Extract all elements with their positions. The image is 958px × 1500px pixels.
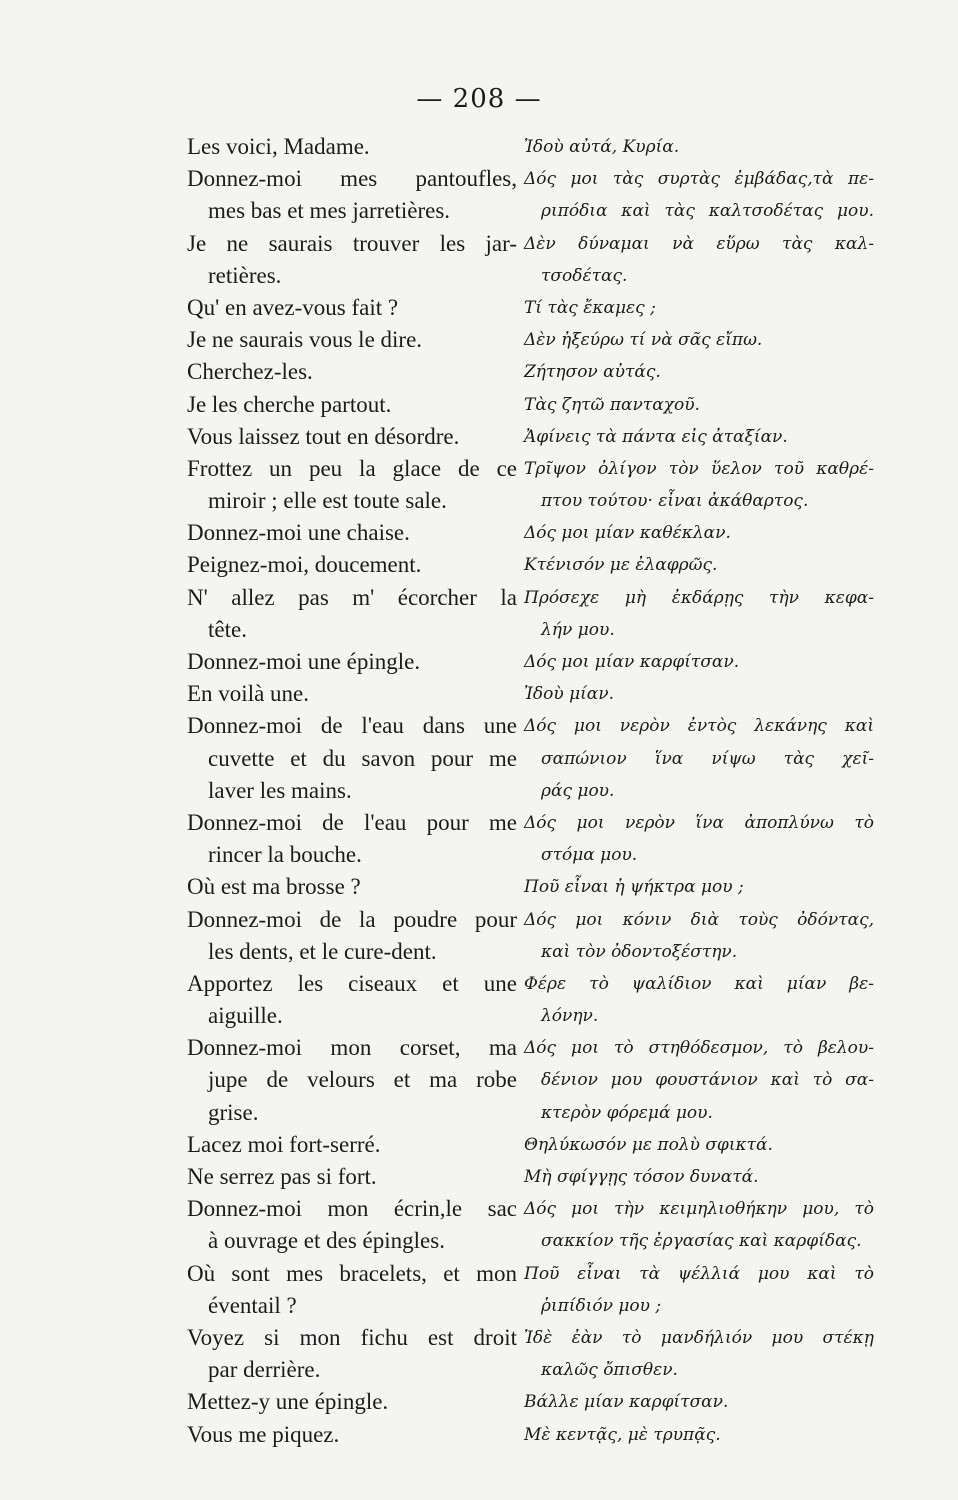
phrase-row: [0, 421, 958, 453]
french-line: Les voici, Madame.: [187, 134, 370, 159]
greek-line: Δός μοι μίαν καθέκλαν.: [524, 523, 731, 544]
greek-line: Ἰδὲ ἐὰν τὸ μανδήλιόν μου στέκῃ: [524, 1327, 874, 1348]
phrase-row: [0, 549, 958, 581]
greek-line: πτου τούτου· εἶναι ἀκάθαρτος.: [541, 491, 809, 512]
greek-line: Δός μοι τὴν κειμηλιοθήκην μου, τὸ: [524, 1199, 874, 1220]
french-line: Où est ma brosse ?: [187, 874, 361, 900]
french-line: miroir ; elle est toute sale.: [208, 488, 447, 514]
phrase-row: [0, 710, 958, 742]
phrase-row: [0, 646, 958, 678]
greek-line: Ζήτησον αὐτάς.: [524, 362, 661, 383]
phrase-row: [0, 1129, 958, 1161]
phrase-row: [0, 228, 958, 260]
greek-line: Μὲ κεντᾷς, μὲ τρυπᾷς.: [524, 1424, 721, 1445]
greek-line: ριπόδια καὶ τὰς καλτσοδέτας μου.: [541, 201, 874, 222]
french-line: Donnez-moi une épingle.: [187, 649, 421, 674]
phrase-row: [0, 485, 958, 517]
greek-line: καὶ τὸν ὀδοντοξέστην.: [541, 941, 738, 962]
phrase-row: [0, 1354, 958, 1386]
phrase-row: [0, 1032, 958, 1064]
greek-line: ράς μου.: [541, 780, 615, 801]
phrase-row: [0, 775, 958, 807]
french-line: Donnez-moi de l'eau dans une: [187, 713, 517, 739]
phrase-row: [0, 871, 958, 903]
greek-line: δένιον μου φουστάνιον καὶ τὸ σα-: [541, 1070, 874, 1091]
french-line: Apportez les ciseaux et une: [187, 970, 517, 996]
greek-line: Κτένισόν με ἐλαφρῶς.: [524, 555, 718, 576]
french-line: Vous laissez tout en désordre.: [187, 423, 460, 449]
phrase-row: [0, 1161, 958, 1193]
french-line: Mettez-y une épingle.: [187, 1389, 389, 1415]
greek-line: Πρόσεχε μὴ ἐκδάρῃς τὴν κεφα-: [524, 587, 874, 608]
greek-line: Τὰς ζητῶ πανταχοῦ.: [524, 394, 700, 415]
french-line: Ne serrez pas si fort.: [187, 1164, 377, 1189]
greek-line: Ἰδοὺ μίαν.: [524, 684, 614, 705]
phrase-row: [0, 389, 958, 421]
greek-line: Δὲν δύναμαι νὰ εὕρω τὰς καλ-: [524, 233, 874, 254]
phrase-row: [0, 356, 958, 388]
french-line: Donnez-moi mon écrin,le sac: [187, 1196, 517, 1222]
greek-line: Δός μοι τὰς συρτὰς ἐμβάδας,τὰ πε-: [524, 169, 874, 190]
greek-line: Τρῖψον ὀλίγον τὸν ὕελον τοῦ καθρέ-: [524, 458, 874, 479]
greek-line: Βάλλε μίαν καρφίτσαν.: [524, 1392, 729, 1413]
french-line: Lacez moi fort-serré.: [187, 1131, 381, 1157]
phrase-row: [0, 1386, 958, 1418]
greek-line: Δός μοι νερὸν ἐντὸς λεκάνης καὶ: [524, 716, 874, 737]
french-line: retières.: [208, 262, 282, 288]
phrase-row: [0, 292, 958, 324]
greek-line: Μὴ σφίγγῃς τόσον δυνατά.: [524, 1167, 759, 1187]
phrase-row: [0, 163, 958, 195]
french-line: Voyez si mon fichu est droit: [187, 1324, 517, 1350]
greek-line: Δός μοι τὸ στηθόδεσμον, τὸ βελου-: [524, 1038, 874, 1059]
phrase-row: [0, 1000, 958, 1032]
french-line: En voilà une.: [187, 681, 309, 707]
french-line: N' allez pas m' écorcher la: [187, 584, 517, 610]
french-line: par derrière.: [208, 1357, 321, 1383]
french-line: Donnez-moi de la poudre pour: [187, 906, 517, 932]
phrase-row: [0, 453, 958, 485]
french-line: aiguille.: [208, 1003, 283, 1029]
greek-line: ῥιπίδιόν μου ;: [541, 1295, 662, 1316]
french-line: Je ne saurais vous le dire.: [187, 327, 423, 353]
phrase-row: [0, 1064, 958, 1096]
french-line: Vous me piquez.: [187, 1421, 340, 1447]
french-line: Donnez-moi de l'eau pour me: [187, 809, 517, 835]
phrase-row: [0, 743, 958, 775]
french-line: grise.: [208, 1099, 259, 1125]
phrase-row: [0, 324, 958, 356]
greek-line: σαπώνιον ἵνα νίψω τὰς χεῖ-: [541, 748, 874, 769]
french-line: rincer la bouche.: [208, 842, 362, 868]
phrase-row: [0, 1419, 958, 1451]
french-line: jupe de velours et ma robe: [208, 1067, 517, 1093]
french-line: Je les cherche partout.: [187, 391, 392, 417]
phrase-row: [0, 131, 958, 163]
french-line: Où sont mes bracelets, et mon: [187, 1260, 517, 1286]
phrase-row: [0, 936, 958, 968]
greek-line: Ποῦ εἶναι τὰ ψέλλιά μου καὶ τὸ: [524, 1263, 874, 1284]
french-line: Frottez un peu la glace de ce: [187, 455, 517, 481]
greek-line: καλῶς ὄπισθεν.: [541, 1360, 678, 1381]
phrase-row: [0, 839, 958, 871]
phrase-row: [0, 904, 958, 936]
french-line: Donnez-moi mes pantoufles,: [187, 166, 517, 192]
greek-line: σακκίον τῆς ἐργασίας καὶ καρφίδας.: [541, 1231, 862, 1252]
phrase-row: [0, 1193, 958, 1225]
greek-line: λόνην.: [541, 1006, 599, 1027]
french-line: Donnez-moi une chaise.: [187, 520, 410, 546]
greek-line: λήν μου.: [541, 619, 615, 640]
phrase-row: [0, 807, 958, 839]
phrase-row: [0, 1225, 958, 1257]
french-line: à ouvrage et des épingles.: [208, 1228, 445, 1254]
phrase-row: [0, 260, 958, 292]
french-line: éventail ?: [208, 1292, 297, 1318]
french-line: Je ne saurais trouver les jar-: [187, 230, 517, 256]
greek-line: Θηλύκωσόν με πολὺ σφικτά.: [524, 1134, 773, 1155]
french-line: Peignez-moi, doucement.: [187, 552, 422, 578]
phrase-list: [0, 131, 958, 1451]
phrase-row: [0, 195, 958, 227]
french-line: Cherchez-les.: [187, 359, 313, 385]
phrase-row: [0, 1290, 958, 1322]
phrase-row: [0, 1258, 958, 1290]
french-line: laver les mains.: [208, 777, 352, 803]
greek-line: Ἰδοὺ αὐτά, Κυρία.: [524, 137, 680, 157]
greek-line: Ἀφίνεις τὰ πάντα εἰς ἀταξίαν.: [524, 426, 788, 447]
greek-line: Δός μοι νερὸν ἵνα ἀποπλύνω τὸ: [524, 812, 874, 833]
phrase-row: [0, 517, 958, 549]
greek-line: Δός μοι κόνιν διὰ τοὺς ὀδόντας,: [524, 909, 874, 930]
greek-line: Ποῦ εἶναι ἡ ψήκτρα μου ;: [524, 877, 744, 898]
phrase-row: [0, 1322, 958, 1354]
french-line: tête.: [208, 616, 247, 642]
greek-line: τσοδέτας.: [541, 265, 628, 286]
french-line: mes bas et mes jarretières.: [208, 198, 451, 224]
greek-line: Δός μοι μίαν καρφίτσαν.: [524, 652, 740, 672]
french-line: les dents, et le cure-dent.: [208, 938, 437, 964]
phrase-row: [0, 678, 958, 710]
phrase-row: [0, 582, 958, 614]
greek-line: στόμα μου.: [541, 845, 638, 866]
french-line: cuvette et du savon pour me: [208, 745, 517, 771]
phrase-row: [0, 1097, 958, 1129]
greek-line: Τί τὰς ἔκαμες ;: [524, 297, 656, 318]
page-number: — 208 —: [416, 84, 542, 114]
greek-line: Φέρε τὸ ψαλίδιον καὶ μίαν βε-: [524, 973, 874, 994]
french-line: Qu' en avez-vous fait ?: [187, 294, 399, 320]
greek-line: κτερὸν φόρεμά μου.: [541, 1102, 713, 1123]
greek-line: Δὲν ἠξεύρω τί νὰ σᾶς εἴπω.: [524, 330, 763, 351]
phrase-row: [0, 968, 958, 1000]
phrase-row: [0, 614, 958, 646]
french-line: Donnez-moi mon corset, ma: [187, 1035, 517, 1061]
